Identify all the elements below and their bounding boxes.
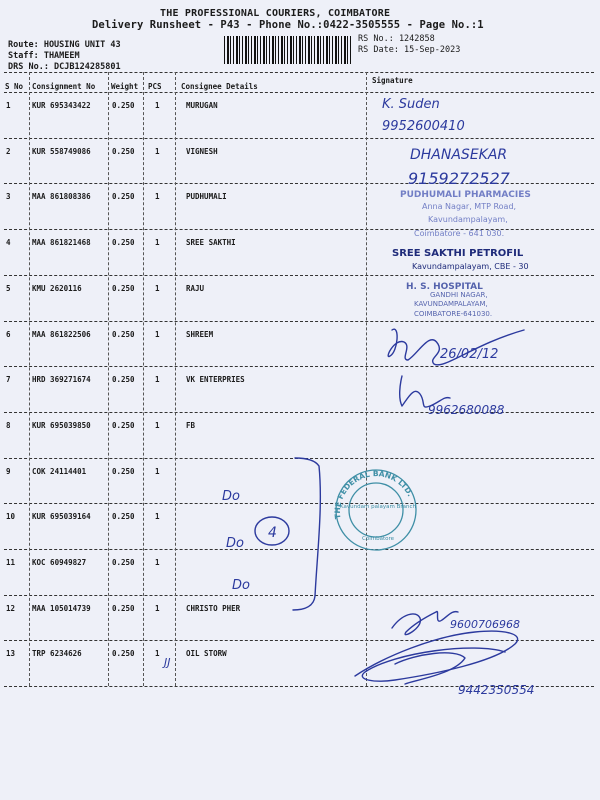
circled-count: 4 [268, 525, 277, 541]
stamp-bank-branch: Kavundam palayam Branch [340, 504, 416, 510]
cell-consignee: CHRISTO PHER [186, 604, 241, 613]
cell-consignee: SREE SAKTHI [186, 238, 236, 247]
cell-sno: 6 [6, 330, 11, 339]
cell-pcs: 1 [155, 649, 160, 658]
rs-date: RS Date: 15-Sep-2023 [358, 45, 461, 55]
stamp-bank-name: THE FEDERAL BANK LTD. [332, 469, 415, 520]
col-header-weight: Weight [111, 82, 139, 91]
stamp-pharmacy-address: Anna Nagar, MTP Road, [422, 202, 517, 211]
cell-pcs: 1 [155, 192, 160, 201]
cell-sno: 10 [6, 512, 16, 521]
signature-row6-scrawl [388, 329, 524, 365]
stamp-pharmacy-name: PUDHUMALI PHARMACIES [400, 190, 531, 200]
cell-consignment-no: KUR 695343422 [32, 101, 91, 110]
cell-weight: 0.250 [112, 421, 135, 430]
cell-consignment-no: KUR 695039850 [32, 421, 91, 430]
cell-pcs: 1 [155, 467, 160, 476]
cell-sno: 12 [6, 604, 16, 613]
runsheet-title: Delivery Runsheet - P43 - Phone No.:0422-3505555 - Page No.:1 [92, 19, 484, 31]
column-divider [29, 72, 30, 686]
row-divider [4, 366, 594, 367]
barcode [224, 36, 352, 64]
cell-consignment-no: MAA 861821468 [32, 238, 91, 247]
table-header-rule [4, 92, 594, 93]
cell-consignment-no: COK 24114401 [32, 467, 87, 476]
cell-pcs: 1 [155, 284, 160, 293]
row-divider [4, 458, 594, 459]
stamp-pharmacy-city: Coimbatore - 641 030. [414, 229, 505, 238]
col-header-consignment: Consignment No [32, 82, 96, 91]
row-divider [4, 275, 594, 276]
row-divider [4, 138, 594, 139]
stamp-hospital-address: GANDHI NAGAR, [430, 291, 488, 299]
signature-row1-name: K. Suden [382, 97, 440, 112]
stamp-hospital-city: COIMBATORE-641030. [414, 310, 493, 318]
column-divider [175, 72, 176, 686]
signature-row2-phone: 9159272527 [408, 169, 510, 188]
stamp-petrofil-name: SREE SAKTHI PETROFIL [392, 248, 524, 259]
row-divider [4, 595, 594, 596]
cell-sno: 5 [6, 284, 11, 293]
ditto-row10: Do [226, 536, 244, 551]
cell-weight: 0.250 [112, 558, 135, 567]
cell-weight: 0.250 [112, 238, 135, 247]
column-divider [143, 72, 144, 686]
cell-sno: 1 [6, 101, 11, 110]
cell-consignment-no: MAA 105014739 [32, 604, 91, 613]
table-top-rule [4, 72, 594, 73]
cell-consignment-no: KOC 60949827 [32, 558, 87, 567]
cell-sno: 3 [6, 192, 11, 201]
cell-sno: 2 [6, 147, 11, 156]
count-circle [255, 517, 289, 545]
cell-sno: 4 [6, 238, 11, 247]
cell-consignee: VIGNESH [186, 147, 218, 156]
cell-weight: 0.250 [112, 649, 135, 658]
rs-number: RS No.: 1242858 [358, 34, 435, 44]
cell-sno: 11 [6, 558, 16, 567]
cell-weight: 0.250 [112, 147, 135, 156]
cell-consignment-no: MAA 861822506 [32, 330, 91, 339]
cell-weight: 0.250 [112, 330, 135, 339]
row-divider [4, 503, 594, 504]
cell-pcs: 1 [155, 147, 160, 156]
cell-sno: 7 [6, 375, 11, 384]
cell-sno: 13 [6, 649, 16, 658]
cell-pcs: 1 [155, 238, 160, 247]
cell-consignee: PUDHUMALI [186, 192, 227, 201]
ditto-bracket [293, 458, 320, 610]
signature-row13-loop [395, 653, 465, 684]
cell-pcs: 1 [155, 421, 160, 430]
row13-mark: JJ [164, 656, 171, 669]
signature-row7-phone: 9962680088 [428, 403, 505, 417]
cell-consignee: SHREEM [186, 330, 214, 339]
cell-consignment-no: MAA 861808386 [32, 192, 91, 201]
cell-consignee: FB [186, 421, 196, 430]
col-header-consignee: Consignee Details [181, 82, 258, 91]
cell-consignment-no: HRD 369271674 [32, 375, 91, 384]
cell-consignment-no: TRP 6234626 [32, 649, 82, 658]
cell-consignee: VK ENTERPRIES [186, 375, 245, 384]
ditto-row11: Do [232, 578, 250, 593]
cell-pcs: 1 [155, 375, 160, 384]
svg-text:THE FEDERAL BANK LTD. [333, 469, 415, 519]
cell-pcs: 1 [155, 604, 160, 613]
row-divider [4, 183, 594, 184]
column-divider [108, 72, 109, 686]
cell-weight: 0.250 [112, 284, 135, 293]
col-header-pcs: PCS [148, 82, 162, 91]
cell-pcs: 1 [155, 558, 160, 567]
row-divider [4, 412, 594, 413]
row-divider [4, 321, 594, 322]
cell-consignee: RAJU [186, 284, 205, 293]
col-header-signature: Signature [372, 76, 413, 85]
staff-label: Staff: THAMEEM [8, 51, 80, 61]
cell-weight: 0.250 [112, 604, 135, 613]
row-divider [4, 549, 594, 550]
stamp-pharmacy-area: Kavundampalayam, [428, 215, 508, 224]
column-divider [366, 72, 367, 686]
cell-weight: 0.250 [112, 375, 135, 384]
cell-consignment-no: KUR 695039164 [32, 512, 91, 521]
signature-row13-scrawl [355, 631, 518, 681]
signature-row2-name: DHANASEKAR [410, 147, 508, 163]
cell-weight: 0.250 [112, 192, 135, 201]
cell-consignment-no: KUR 558749086 [32, 147, 91, 156]
ditto-row9: Do [222, 489, 240, 504]
cell-sno: 9 [6, 467, 11, 476]
signature-row1-phone: 9952600410 [382, 119, 465, 134]
col-header-sno: S No [5, 82, 24, 91]
signature-row7-scrawl [400, 376, 450, 407]
signature-row12-phone: 9600706968 [450, 618, 520, 631]
row-divider [4, 686, 594, 687]
signature-row12-scrawl [392, 611, 458, 634]
cell-consignee: MURUGAN [186, 101, 218, 110]
cell-sno: 8 [6, 421, 11, 430]
cell-weight: 0.250 [112, 467, 135, 476]
drs-label: DRS No.: DCJB124285801 [8, 62, 121, 72]
stamp-hospital-name: H. S. HOSPITAL [406, 282, 483, 292]
cell-weight: 0.250 [112, 101, 135, 110]
route-label: Route: HOUSING UNIT 43 [8, 40, 121, 50]
company-title: THE PROFESSIONAL COURIERS, COIMBATORE [160, 8, 391, 19]
cell-pcs: 1 [155, 101, 160, 110]
cell-consignment-no: KMU 2620116 [32, 284, 82, 293]
stamp-federal-bank [336, 470, 416, 550]
stamp-bank-city: Coimbatore [362, 536, 394, 542]
cell-weight: 0.250 [112, 512, 135, 521]
row-divider [4, 640, 594, 641]
signature-row13-phone: 9442350554 [458, 683, 535, 697]
row-divider [4, 229, 594, 230]
stamp-hospital-area: KAVUNDAMPALAYAM, [414, 300, 488, 308]
cell-consignee: OIL STORW [186, 649, 227, 658]
cell-pcs: 1 [155, 512, 160, 521]
cell-pcs: 1 [155, 330, 160, 339]
stamp-petrofil-address: Kavundampalayam, CBE - 30 [412, 262, 529, 271]
signature-row6-date: 26/02/12 [440, 347, 499, 362]
